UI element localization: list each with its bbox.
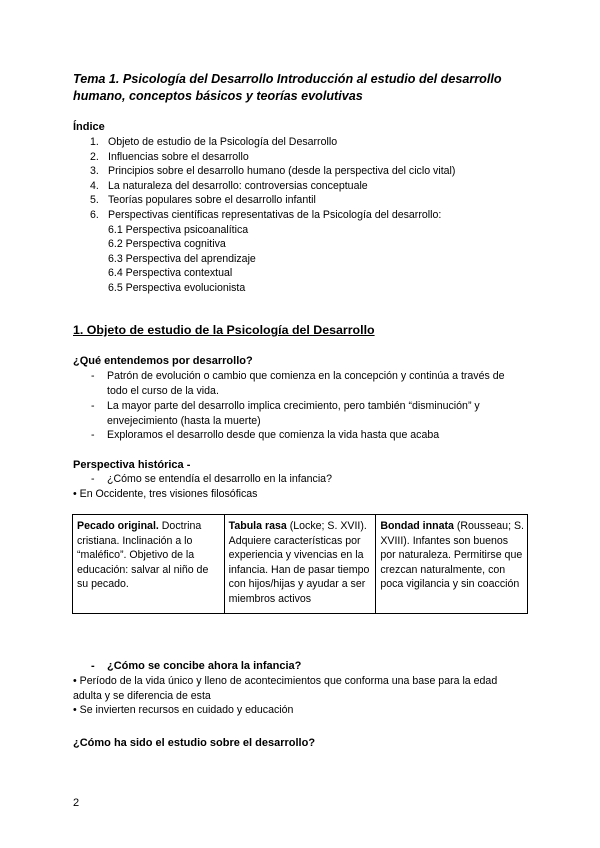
page-number: 2 xyxy=(73,797,80,809)
title-line-2: humano, conceptos básicos y teorías evolutivas xyxy=(73,89,363,103)
list-item: - La mayor parte del desarrollo implica crecimiento, pero también “disminución” y envejecimiento (hasta la muerte) xyxy=(91,400,480,427)
document-title xyxy=(73,71,533,105)
historical-heading: Perspectiva histórica - xyxy=(73,459,191,471)
bullet-text: • En Occidente, tres visiones filosóficas xyxy=(73,488,258,500)
list-item: - ¿Cómo se entendía el desarrollo en la infancia? xyxy=(91,473,332,485)
list-item: - Patrón de evolución o cambio que comienza en la concepción y continúa a través de todo el curso de la vida. xyxy=(91,370,505,397)
title-line-1: Tema 1. Psicología del Desarrollo Introducción al estudio del desarrollo xyxy=(73,72,502,86)
question-heading: ¿Cómo ha sido el estudio sobre el desarrollo? xyxy=(73,737,316,749)
document-page: Tema 1. Psicología del Desarrollo Introducción al estudio del desarrollo humano, conceptos básicos y teorías evolutivas Índice 1. Objeto de estudio de la Psicología del Desarrollo 2. Influencias sobre el desarrollo 3. Principios sobre el desarrollo humano (desde la perspectiva del ciclo vital) 4. La naturaleza del desarrollo: controversias conceptuale 5. Teorías populares sobre el desarrollo infantil 6. Perspectivas científicas representativas de la Psicología del desarrollo: 6.1 Perspectiva psicoanalítica 6.2 Perspectiva cognitiva 6.3 Perspectiva del aprendizaje 6.4 Perspectiva contextual 6.5 Perspectiva evolucionista 1. Objeto de estudio de la Psicología del Desarrollo ¿Qué entendemos por desarrollo? - Patrón de evolución o cambio que comienza en la concepción y continúa a través de todo el curso de la vida. - La mayor parte del desarrollo implica crecimiento, pero también “disminución” y envejecimiento (hasta la muerte) - Exploramos el desarrollo desde que comienza la vida hasta que acaba Perspectiva histórica - - ¿Cómo se entendía el desarrollo en la infancia? • En Occidente, tres visiones filosóficas Pecado original. Doctrina cristiana. Inclinación a lo “maléfico”. Objetivo de la educación: salvar al niño de su pecado. Tabula rasa (Locke; S. XVII). Adquiere características por experiencia y vivencias en la infancia. Han de pasar tiempo con hijos/hijas y ayudar a ser miembros activos Bondad innata (Rousseau; S. XVIII). Infantes son buenos por naturaleza. Permitirse que crezcan naturalmente, con poca vigilancia y sin coacción - ¿Cómo se concibe ahora la infancia? • Período de la vida único y lleno de acontecimientos que conforma una base para la edad adulta y se diferencia de esta • Se invierten recursos en cuidado y educación ¿Cómo ha sido el estudio sobre el desarrollo? 2 xyxy=(0,0,600,848)
table-cell: Pecado original. Doctrina cristiana. Inclinación a lo “maléfico”. Objetivo de la educación: salvar al niño de su pecado. xyxy=(73,515,225,614)
index-heading: Índice xyxy=(73,121,105,133)
list-item: - ¿Cómo se concibe ahora la infancia? xyxy=(91,660,302,672)
bullet-text: • Período de la vida único y lleno de acontecimientos que conforma una base para la edad adulta y se diferencia de esta xyxy=(73,675,498,702)
table-cell: Tabula rasa (Locke; S. XVII). Adquiere características por experiencia y vivencias en la infancia. Han de pasar tiempo con hijos/hijas y ayudar a ser miembros activos xyxy=(224,515,376,614)
section-heading: 1. Objeto de estudio de la Psicología del Desarrollo xyxy=(73,323,375,337)
list-item: - Exploramos el desarrollo desde que comienza la vida hasta que acaba xyxy=(91,429,440,441)
table-cell: Bondad innata (Rousseau; S. XVIII). Infantes son buenos por naturaleza. Permitirse que crezcan naturalmente, con poca vigilancia y sin coacción xyxy=(376,515,528,614)
philosophical-views-table xyxy=(72,514,528,614)
question-heading: ¿Qué entendemos por desarrollo? xyxy=(73,355,253,367)
bullet-text: • Se invierten recursos en cuidado y educación xyxy=(73,704,294,716)
